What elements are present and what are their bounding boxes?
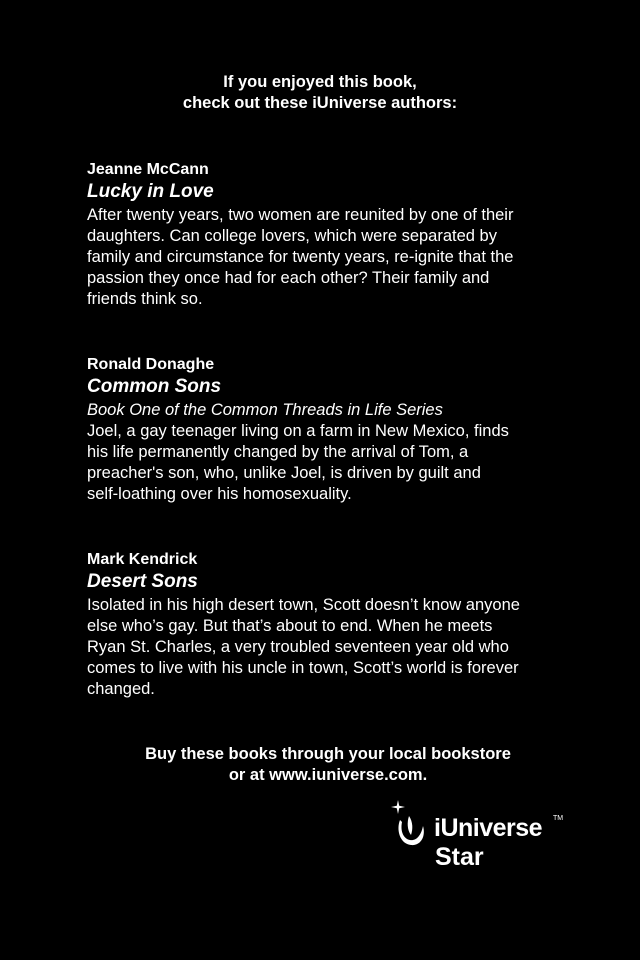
book-author: Ronald Donaghe [87, 356, 215, 373]
description-line: Isolated in his high desert town, Scott doesn’t know anyone [87, 596, 520, 614]
description-line: friends think so. [87, 290, 203, 308]
heading-line-1: If you enjoyed this book, [223, 73, 417, 91]
book-description [87, 421, 587, 505]
description-line: After twenty years, two women are reunited by one of their [87, 206, 514, 224]
book-entry-lucky-in-love [87, 160, 587, 310]
trademark-mark: TM [553, 815, 564, 822]
description-line: daughters. Can college lovers, which were separated by [87, 227, 497, 245]
book-title: Common Sons [87, 376, 222, 397]
book-author: Mark Kendrick [87, 551, 198, 568]
description-line: passion they once had for each other? Their family and [87, 269, 490, 287]
book-entry-common-sons [87, 355, 587, 505]
purchase-line-2: or at www.iuniverse.com. [228, 766, 428, 784]
logo-sub-text: Star [435, 843, 484, 871]
description-line: preacher's son, who, unlike Joel, is driven by guilt and [87, 464, 481, 482]
description-line: Ryan St. Charles, a very troubled seventeen year old who [87, 638, 509, 656]
description-line: comes to live with his uncle in town, Scott’s world is forever [87, 659, 519, 677]
book-title: Lucky in Love [87, 181, 214, 202]
logo-brand-text: iUniverse [434, 814, 543, 842]
book-description [87, 205, 587, 310]
swoosh-icon [396, 814, 426, 848]
description-line: his life permanently changed by the arrival of Tom, a [87, 443, 469, 461]
book-entry-desert-sons [87, 550, 587, 700]
description-line: Joel, a gay teenager living on a farm in New Mexico, finds [87, 422, 509, 440]
star-icon [391, 800, 405, 814]
book-description [87, 595, 587, 700]
heading-line-2: check out these iUniverse authors: [182, 94, 458, 112]
description-line: self-loathing over his homosexuality. [87, 485, 352, 503]
description-line: changed. [87, 680, 155, 698]
purchase-line-1: Buy these books through your local bookstore [145, 745, 511, 763]
book-series: Book One of the Common Threads in Life Series [87, 401, 443, 419]
book-author: Jeanne McCann [87, 161, 209, 178]
purchase-note [0, 744, 640, 786]
iuniverse-star-logo [388, 800, 568, 872]
book-title: Desert Sons [87, 571, 198, 592]
page-heading [0, 72, 640, 114]
description-line: family and circumstance for twenty years, re-ignite that the [87, 248, 514, 266]
description-line: else who’s gay. But that’s about to end. When he meets [87, 617, 493, 635]
